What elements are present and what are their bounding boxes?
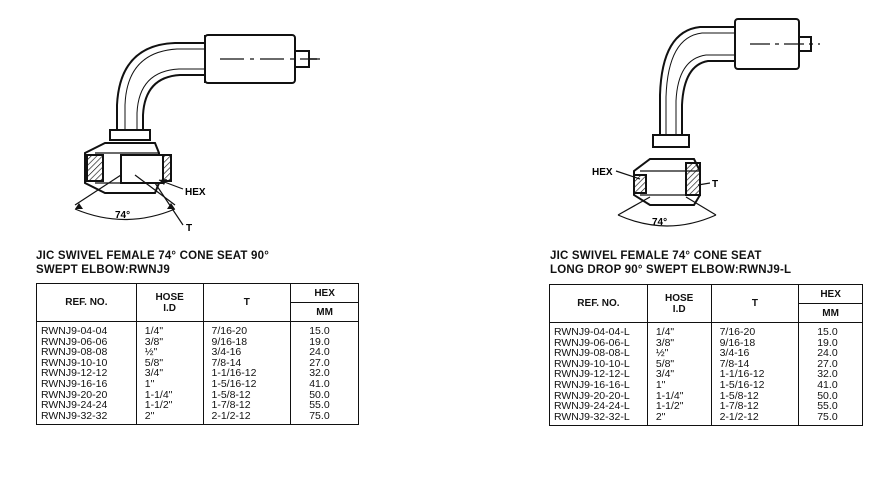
title-line-2: LONG DROP 90° SWEPT ELBOW:RWNJ9-L [550, 264, 792, 276]
hose-id-cell: 3/4" [647, 369, 711, 380]
hex-label: HEX [592, 167, 613, 178]
header-ref: REF. NO. [37, 284, 137, 322]
thread-cell: 9/16-18 [203, 337, 291, 348]
hose-id-cell: 1" [136, 379, 203, 390]
header-ref: REF. NO. [550, 285, 648, 323]
spec-table-left [36, 283, 359, 425]
ref-cell: RWNJ9-16-16-L [550, 380, 648, 391]
thread-cell: 3/4-16 [711, 348, 799, 359]
ref-cell: RWNJ9-12-12-L [550, 369, 648, 380]
hose-id-cell: 3/4" [136, 368, 203, 379]
ref-cell: RWNJ9-20-20 [37, 390, 137, 401]
spec-table-right [549, 284, 863, 426]
title-line-2: SWEPT ELBOW:RWNJ9 [36, 264, 170, 276]
header-hose-line-1: HOSE [665, 292, 694, 304]
thread-cell: 1-5/8-12 [711, 391, 799, 402]
thread-cell: 3/4-16 [203, 347, 291, 358]
hex-mm-cell: 15.0 [799, 323, 863, 338]
ref-cell: RWNJ9-06-06-L [550, 338, 648, 349]
thread-cell: 1-7/8-12 [203, 400, 291, 411]
title-line-1: JIC SWIVEL FEMALE 74° CONE SEAT [550, 250, 762, 262]
hex-mm-cell: 32.0 [799, 369, 863, 380]
hose-id-cell: 2" [647, 412, 711, 426]
hex-mm-cell: 50.0 [799, 391, 863, 402]
header-hex: HEX [799, 285, 863, 304]
header-hose [136, 284, 203, 322]
hex-mm-cell: 41.0 [799, 380, 863, 391]
header-hex: HEX [291, 284, 359, 303]
swept-elbow-diagram [55, 5, 345, 240]
thread-cell: 1-7/8-12 [711, 401, 799, 412]
hex-mm-cell: 19.0 [291, 337, 359, 348]
ref-cell: RWNJ9-24-24 [37, 400, 137, 411]
ref-cell: RWNJ9-10-10 [37, 358, 137, 369]
hose-id-cell: 1/4" [647, 323, 711, 338]
header-hose-line-2: I.D [163, 302, 177, 314]
table-row [550, 323, 863, 338]
long-drop-elbow-diagram [590, 5, 850, 240]
ref-cell: RWNJ9-08-08-L [550, 348, 648, 359]
ref-cell: RWNJ9-04-04-L [550, 323, 648, 338]
ref-cell: RWNJ9-16-16 [37, 379, 137, 390]
thread-cell: 1-1/16-12 [203, 368, 291, 379]
hex-mm-cell: 27.0 [799, 359, 863, 370]
hex-mm-cell: 27.0 [291, 358, 359, 369]
thread-cell: 2-1/2-12 [711, 412, 799, 426]
hex-mm-cell: 24.0 [799, 348, 863, 359]
hex-mm-cell: 75.0 [799, 412, 863, 426]
table-row [37, 411, 359, 425]
thread-cell: 7/8-14 [711, 359, 799, 370]
hose-id-cell: 1/4" [136, 322, 203, 337]
header-hose [647, 285, 711, 323]
hex-mm-cell: 55.0 [291, 400, 359, 411]
hose-id-cell: 3/8" [647, 338, 711, 349]
ref-cell: RWNJ9-12-12 [37, 368, 137, 379]
section-title-left [36, 249, 269, 277]
hose-id-cell: 5/8" [647, 359, 711, 370]
ref-cell: RWNJ9-10-10-L [550, 359, 648, 370]
hose-id-cell: ½" [647, 348, 711, 359]
header-t: T [203, 284, 291, 322]
hose-id-cell: 1-1/2" [136, 400, 203, 411]
hex-mm-cell: 75.0 [291, 411, 359, 425]
thread-cell: 9/16-18 [711, 338, 799, 349]
thread-cell: 1-5/8-12 [203, 390, 291, 401]
hose-id-cell: ½" [136, 347, 203, 358]
thread-cell: 1-1/16-12 [711, 369, 799, 380]
thread-cell: 7/16-20 [203, 322, 291, 337]
table-row [550, 412, 863, 426]
hose-id-cell: 5/8" [136, 358, 203, 369]
thread-cell: 1-5/16-12 [711, 380, 799, 391]
thread-cell: 7/16-20 [711, 323, 799, 338]
hex-mm-cell: 41.0 [291, 379, 359, 390]
ref-cell: RWNJ9-08-08 [37, 347, 137, 358]
ref-cell: RWNJ9-32-32-L [550, 412, 648, 426]
t-label: T [712, 179, 719, 190]
ref-cell: RWNJ9-04-04 [37, 322, 137, 337]
hose-id-cell: 3/8" [136, 337, 203, 348]
hose-id-cell: 1-1/2" [647, 401, 711, 412]
hex-mm-cell: 19.0 [799, 338, 863, 349]
hose-id-cell: 1-1/4" [136, 390, 203, 401]
ref-cell: RWNJ9-24-24-L [550, 401, 648, 412]
section-title-right [550, 249, 791, 277]
ref-cell: RWNJ9-06-06 [37, 337, 137, 348]
hose-id-cell: 1" [647, 380, 711, 391]
title-line-1: JIC SWIVEL FEMALE 74° CONE SEAT 90° [36, 250, 270, 262]
table-row [550, 380, 863, 391]
hex-mm-cell: 24.0 [291, 347, 359, 358]
hose-id-cell: 1-1/4" [647, 391, 711, 402]
ref-cell: RWNJ9-20-20-L [550, 391, 648, 402]
header-mm: MM [799, 304, 863, 323]
header-hose-line-2: I.D [672, 303, 686, 315]
hex-mm-cell: 32.0 [291, 368, 359, 379]
table-row [37, 379, 359, 390]
thread-cell: 7/8-14 [203, 358, 291, 369]
header-t: T [711, 285, 799, 323]
ref-cell: RWNJ9-32-32 [37, 411, 137, 425]
table-row [37, 322, 359, 337]
thread-cell: 2-1/2-12 [203, 411, 291, 425]
angle-label: 74° [115, 210, 131, 221]
t-label: T [186, 223, 193, 234]
hex-mm-cell: 15.0 [291, 322, 359, 337]
hex-mm-cell: 55.0 [799, 401, 863, 412]
angle-label: 74° [652, 217, 668, 228]
hose-id-cell: 2" [136, 411, 203, 425]
hex-mm-cell: 50.0 [291, 390, 359, 401]
hex-label: HEX [185, 187, 206, 198]
header-hose-line-1: HOSE [155, 291, 184, 303]
header-mm: MM [291, 303, 359, 322]
thread-cell: 1-5/16-12 [203, 379, 291, 390]
